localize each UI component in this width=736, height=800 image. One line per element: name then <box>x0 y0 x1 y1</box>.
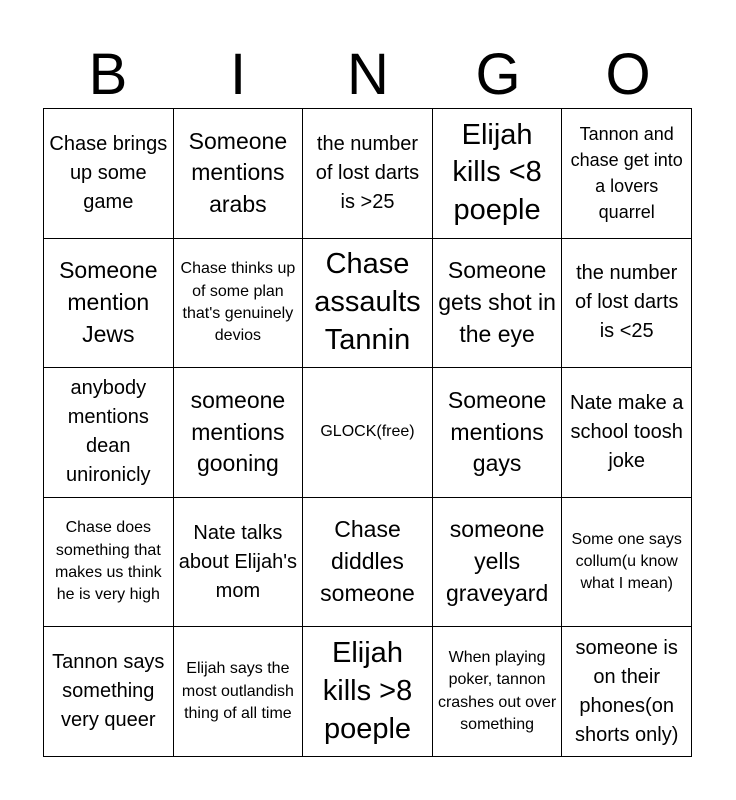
bingo-cell-text: Elijah says the most outlandish thing of all time <box>181 660 294 722</box>
bingo-cell[interactable] <box>562 498 692 628</box>
header-letter-i: I <box>229 42 247 107</box>
bingo-cell[interactable] <box>44 627 174 757</box>
bingo-cell[interactable] <box>303 627 433 757</box>
bingo-cell[interactable] <box>303 239 433 369</box>
header-letter-n: N <box>347 42 389 107</box>
bingo-cell-text: Someone mentions gays <box>447 386 547 477</box>
bingo-cell-text: Someone mentions arabs <box>188 127 288 218</box>
bingo-cell-text: Elijah kills >8 poeple <box>322 637 413 745</box>
bingo-cell-text: Nate talks about Elijah's mom <box>178 521 298 602</box>
bingo-cell[interactable] <box>303 109 433 239</box>
bingo-cell-text: Chase diddles someone <box>320 516 415 606</box>
bingo-cell-text: Tannon and chase get into a lovers quarrel <box>570 124 683 223</box>
bingo-cell-text: Chase thinks up of some plan that's genuinely devios <box>180 260 296 345</box>
bingo-cell-text: When playing poker, tannon crashes out over something <box>437 648 557 734</box>
bingo-cell[interactable] <box>44 109 174 239</box>
bingo-cell[interactable] <box>44 498 174 628</box>
bingo-cell-text: Someone gets shot in the eye <box>438 257 556 347</box>
bingo-cell[interactable] <box>562 109 692 239</box>
bingo-cell-text: Someone mention Jews <box>59 257 158 347</box>
bingo-cell-text: someone is on their phones(on shorts only) <box>575 636 679 746</box>
bingo-cell[interactable] <box>44 368 174 498</box>
bingo-grid <box>43 108 692 757</box>
header-letter-g: G <box>475 42 521 107</box>
bingo-cell-text: Chase brings up some game <box>49 132 168 213</box>
bingo-cell[interactable] <box>174 498 304 628</box>
bingo-cell-text: the number of lost darts is >25 <box>315 132 420 213</box>
bingo-cell[interactable] <box>174 627 304 757</box>
bingo-cell[interactable] <box>174 239 304 369</box>
bingo-cell[interactable] <box>562 368 692 498</box>
bingo-cell[interactable] <box>174 368 304 498</box>
bingo-header <box>43 40 693 110</box>
bingo-cell-text: someone mentions gooning <box>190 386 286 477</box>
bingo-cell[interactable] <box>562 627 692 757</box>
bingo-cell-text: someone yells graveyard <box>445 516 549 606</box>
bingo-cell-text: Some one says collum(u know what I mean) <box>571 530 682 593</box>
bingo-cell[interactable] <box>433 498 563 628</box>
bingo-cell-text: the number of lost darts is <25 <box>575 262 679 343</box>
bingo-cell[interactable] <box>433 627 563 757</box>
bingo-cell[interactable] <box>44 239 174 369</box>
bingo-free-cell[interactable] <box>303 368 433 498</box>
bingo-cell-text: GLOCK(free) <box>320 423 415 441</box>
bingo-cell[interactable] <box>562 239 692 369</box>
bingo-cell[interactable] <box>433 109 563 239</box>
bingo-cell-text: Tannon says something very queer <box>52 651 165 732</box>
header-letter-o: O <box>605 42 651 107</box>
bingo-cell-text: anybody mentions dean unironicly <box>66 377 151 487</box>
bingo-cell[interactable] <box>433 239 563 369</box>
bingo-cell-text: Elijah kills <8 poeple <box>452 118 542 227</box>
bingo-cell[interactable] <box>303 498 433 628</box>
bingo-cell-text: Chase assaults Tannin <box>314 248 421 356</box>
bingo-cell-text: Nate make a school toosh joke <box>570 391 684 472</box>
header-letter-b: B <box>88 42 128 107</box>
bingo-cell[interactable] <box>433 368 563 498</box>
bingo-cell[interactable] <box>174 109 304 239</box>
bingo-cell-text: Chase does something that makes us think he is very high <box>54 519 162 604</box>
